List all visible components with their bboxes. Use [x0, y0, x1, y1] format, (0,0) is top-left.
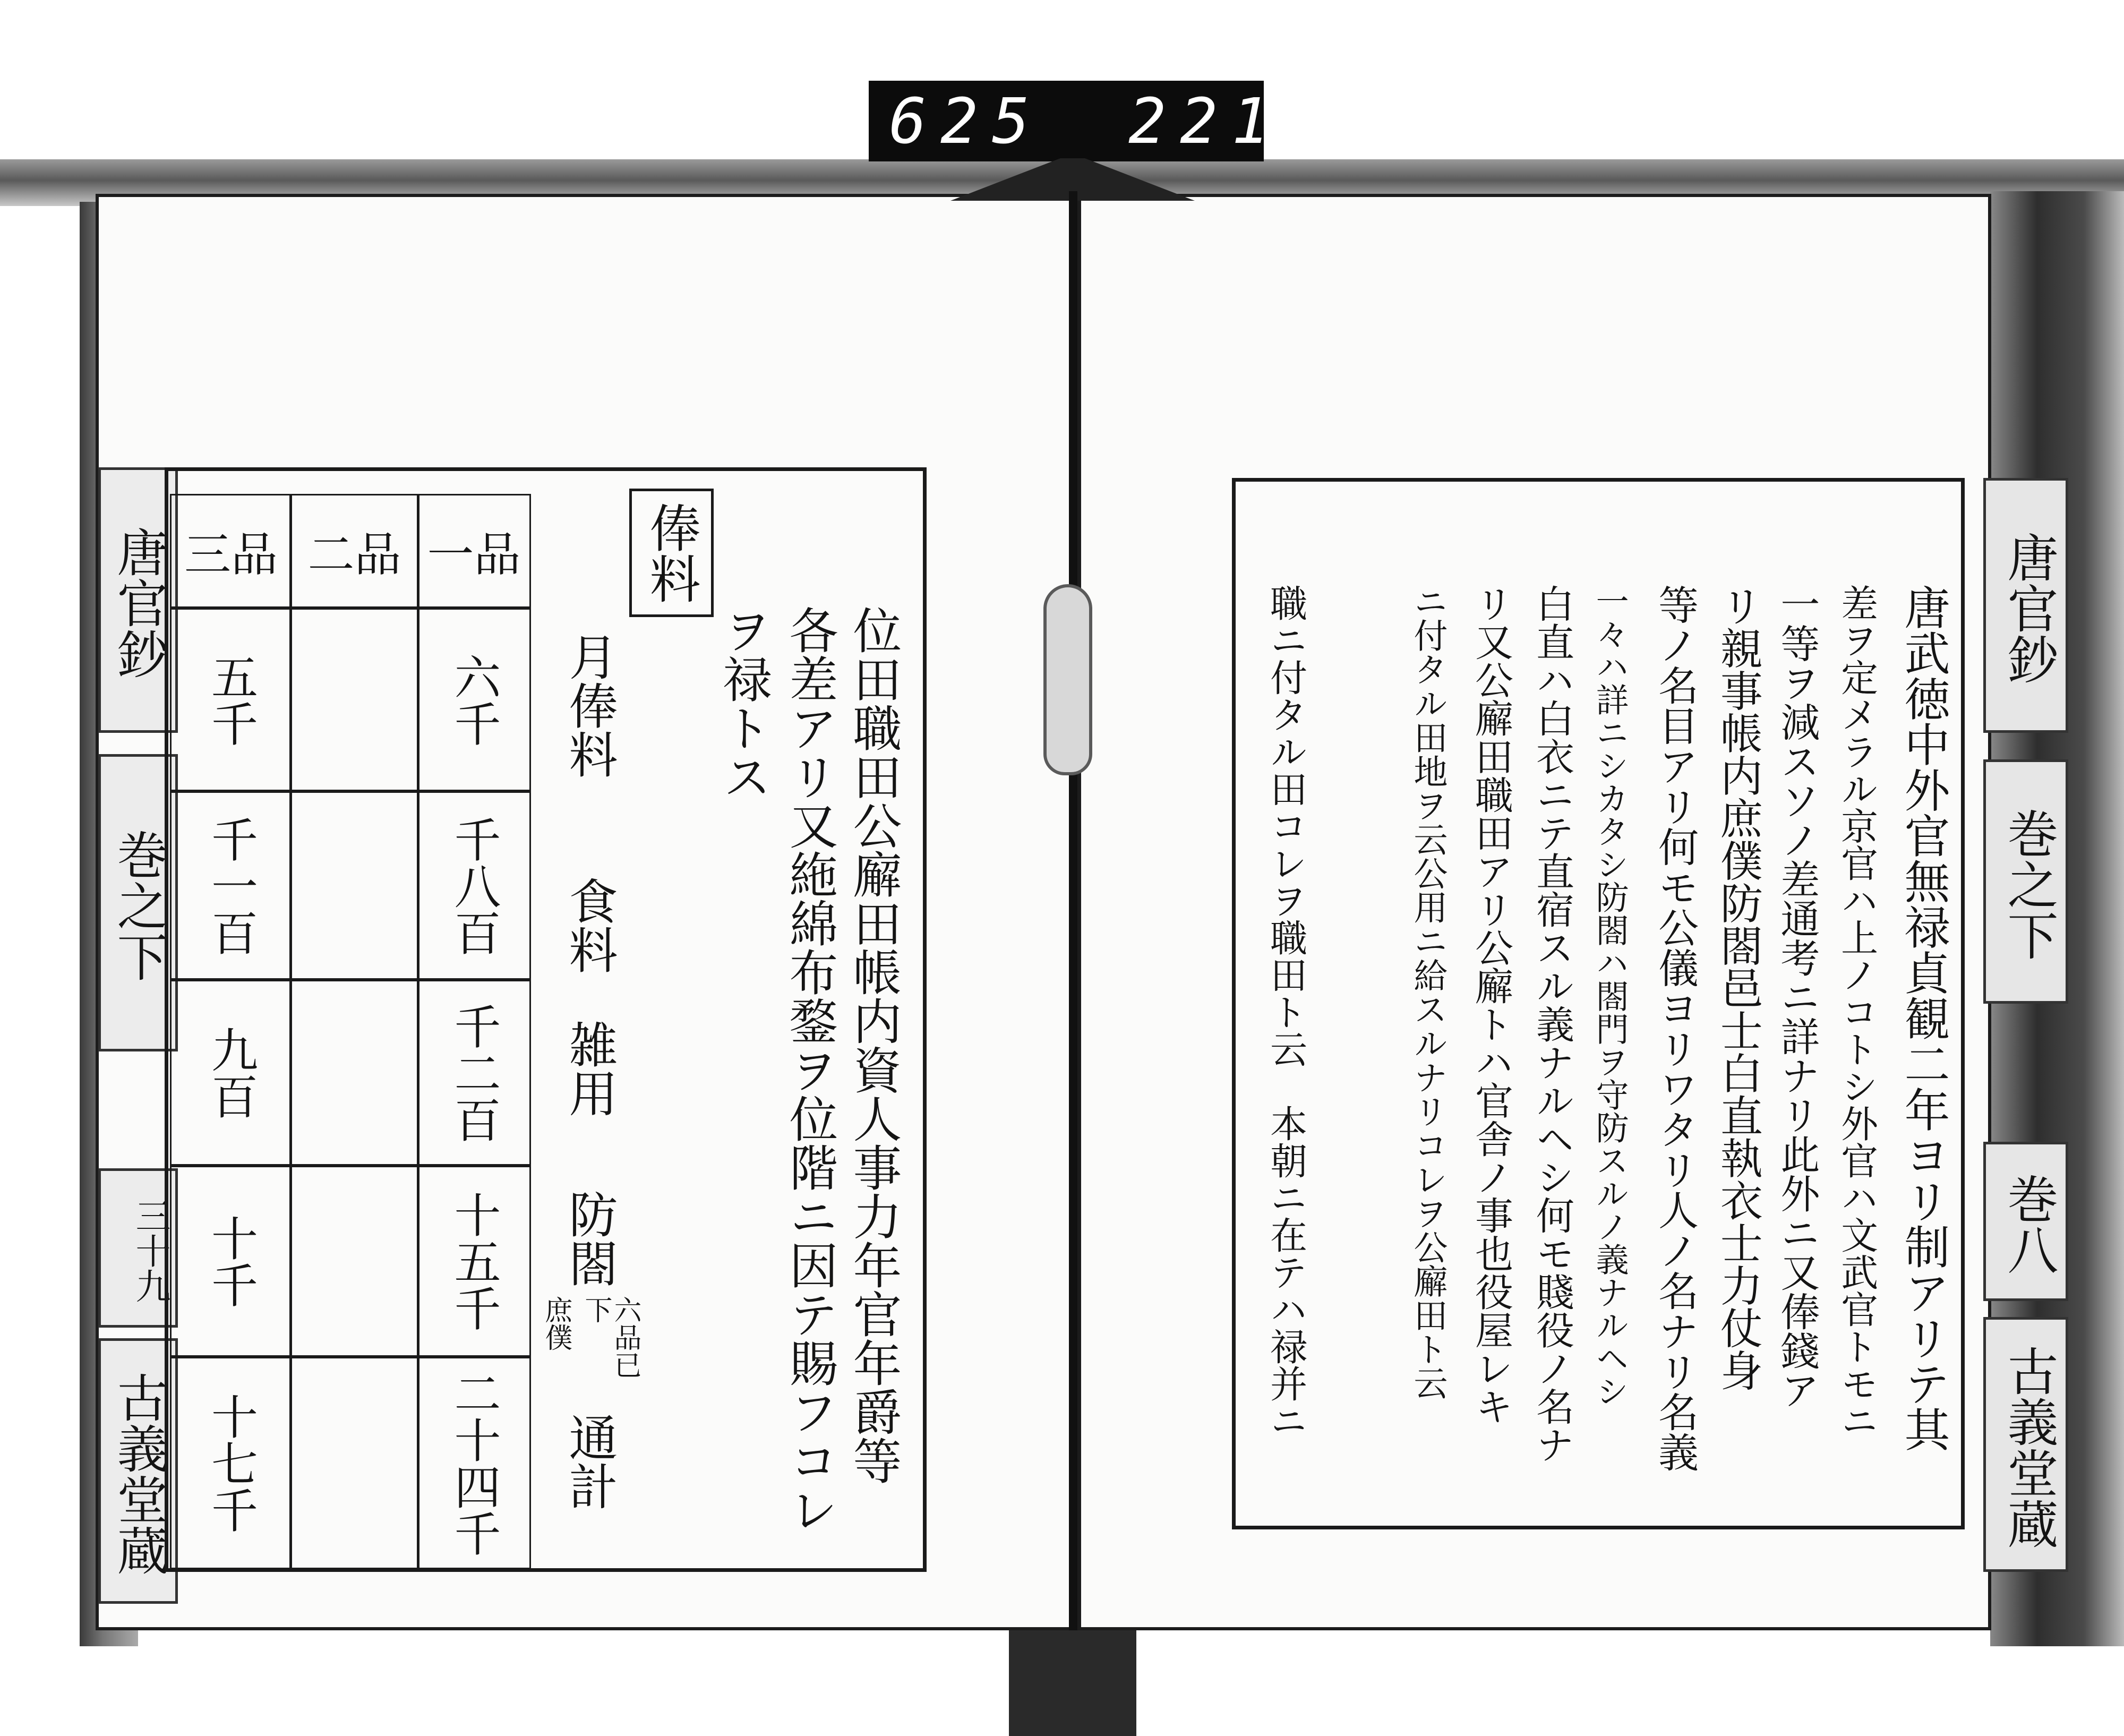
- left-text-column-2: 各差アリ又絁綿布鍪ヲ位階ニ因テ賜フコレ: [781, 605, 838, 1534]
- spine-bottom: [1009, 1630, 1136, 1736]
- right-text-column-8: リ又公廨田職田アリ公廨トハ官舎ノ事也役屋レキ: [1468, 584, 1513, 1425]
- grade2-row5: [289, 1357, 419, 1569]
- grade3-row4: 十千: [170, 1166, 292, 1357]
- grade1-row2: 千八百: [417, 791, 531, 980]
- section-title-hoyo: 俸料: [629, 489, 714, 617]
- folio-left-number: 625: [889, 84, 1044, 158]
- right-text-column-7: 白直ハ白衣ニテ直宿スル義ナルヘシ何モ賤役ノ名ナ: [1529, 584, 1574, 1464]
- right-edge-title: 唐官鈔: [1983, 478, 2068, 733]
- grade2-row2: [289, 791, 419, 980]
- left-edge-leaf: 三十九: [98, 1168, 178, 1328]
- grade3-row5: 十七千: [170, 1357, 292, 1569]
- right-text-column-3: 一等ヲ減スソノ差通考ニ詳ナリ此外ニ又俸錢ア: [1774, 584, 1820, 1409]
- binding-clip: [1043, 584, 1092, 775]
- left-text-column-3: ヲ禄トス: [715, 605, 772, 801]
- grade2-row1: [289, 608, 419, 791]
- left-edge-title: 唐官鈔: [98, 467, 178, 733]
- grade3-row3: 九百: [170, 980, 292, 1166]
- grade3-row2: 千一百: [170, 791, 292, 980]
- item-note-line1: 六品已: [609, 1296, 641, 1379]
- right-edge-volume: 巻之下: [1983, 759, 2068, 1004]
- grade-header-2: 二品: [289, 494, 419, 608]
- spine: [1069, 191, 1077, 1646]
- right-text-column-2: 差ヲ定メラル京官ハ上ノコトシ外官ハ文武官トモニ: [1835, 584, 1879, 1439]
- folio-label: [869, 81, 1283, 161]
- item-shokuryo: 食料: [561, 876, 618, 974]
- left-text-column-1: 位田職田公廨田帳内資人事力年官年爵等: [845, 605, 902, 1485]
- item-zatsuyo: 雑用: [561, 1020, 618, 1117]
- right-edge-publisher: 古義堂蔵: [1983, 1317, 2068, 1572]
- item-getsu-hoyo: 月俸料: [561, 632, 618, 779]
- item-tsukei: 通計: [561, 1413, 618, 1510]
- folio-right-number: 221: [1128, 84, 1283, 158]
- left-edge-volume: 巻之下: [98, 754, 178, 1051]
- item-note-line3: 庶僕: [540, 1296, 572, 1351]
- right-text-column-9: ニ付タル田地ヲ云公用ニ給スルナリコレヲ公廨田ト云: [1408, 584, 1448, 1400]
- right-text-column-6: 一々ハ詳ニシカタシ防閤ハ閤門ヲ守防スルノ義ナルヘシ: [1590, 584, 1630, 1407]
- grade-header-1: 一品: [417, 494, 531, 608]
- item-note-line2: 下: [580, 1296, 612, 1323]
- right-text-column-5: 等ノ名目アリ何モ公儀ヨリワタリ人ノ名ナリ名義: [1651, 584, 1699, 1472]
- left-edge-publisher: 古義堂蔵: [98, 1338, 178, 1604]
- grade3-row1: 五千: [170, 608, 292, 791]
- right-text-column-4: リ親事帳内庶僕防閤邑士白直執衣士力仗身: [1713, 584, 1763, 1391]
- grade1-row1: 六千: [417, 608, 531, 791]
- grade2-row3: [289, 980, 419, 1166]
- right-text-column-1: 唐武徳中外官無禄貞観二年ヨリ制アリテ其: [1896, 584, 1950, 1452]
- item-bokou: 防閤: [561, 1190, 618, 1287]
- grade1-row4: 十五千: [417, 1166, 531, 1357]
- right-text-column-10: 職ニ付タル田コレヲ職田ト云 本朝ニ在テハ禄并ニ: [1264, 584, 1308, 1439]
- grade1-row5: 二十四千: [417, 1357, 531, 1569]
- grade2-row4: [289, 1166, 419, 1357]
- grade1-row3: 千二百: [417, 980, 531, 1166]
- grade-header-3: 三品: [170, 494, 292, 608]
- right-edge-part: 巻八: [1983, 1142, 2068, 1301]
